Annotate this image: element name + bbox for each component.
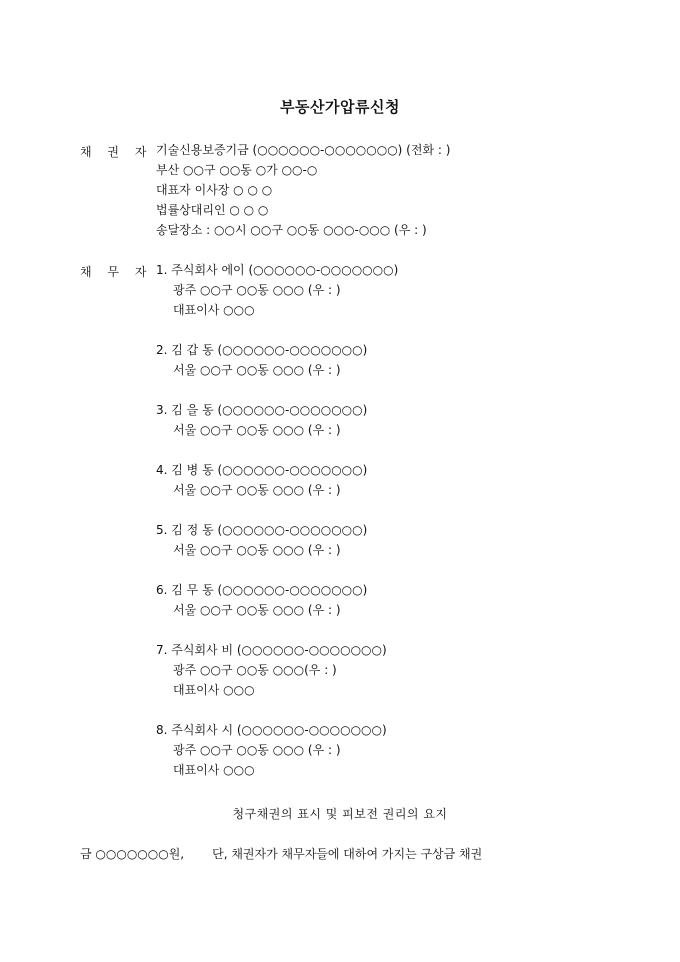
debtor-entry <box>156 520 398 560</box>
debtor-entry <box>156 640 398 700</box>
debtor-representative-line: 대표이사 ○○○ <box>173 683 255 697</box>
creditor-legal-agent-line: 법률상대리인 ○ ○ ○ <box>156 203 269 217</box>
debtor-address-line: 서울 ○○구 ○○동 ○○○ (우 : ) <box>173 543 341 557</box>
debtor-label: 채 무 자 <box>80 265 153 279</box>
creditor-address-line: 부산 ○○구 ○○동 ○가 ○○-○ <box>156 163 318 177</box>
debtor-entry <box>156 460 398 500</box>
claim-line <box>80 845 482 862</box>
debtor-representative-line: 대표이사 ○○○ <box>173 763 255 777</box>
debtor-entry <box>156 340 398 380</box>
debtor-name-line: 2. 김 갑 동 (○○○○○○-○○○○○○○) <box>156 343 368 357</box>
debtor-address-line: 서울 ○○구 ○○동 ○○○ (우 : ) <box>173 423 341 437</box>
debtor-name-line: 5. 김 정 동 (○○○○○○-○○○○○○○) <box>156 523 368 537</box>
debtor-address-line: 서울 ○○구 ○○동 ○○○ (우 : ) <box>173 603 341 617</box>
debtor-entry <box>156 580 398 620</box>
debtor-address-line: 광주 ○○구 ○○동 ○○○ (우 : ) <box>173 743 341 757</box>
debtor-entry <box>156 400 398 440</box>
creditor-representative-line: 대표자 이사장 ○ ○ ○ <box>156 183 273 197</box>
debtor-name-line: 6. 김 무 동 (○○○○○○-○○○○○○○) <box>156 583 368 597</box>
debtor-address-line: 광주 ○○구 ○○동 ○○○ (우 : ) <box>173 283 341 297</box>
debtor-name-line: 7. 주식회사 비 (○○○○○○-○○○○○○○) <box>156 643 387 657</box>
debtor-address-line: 서울 ○○구 ○○동 ○○○ (우 : ) <box>173 483 341 497</box>
creditor-service-address-line: 송달장소 : ○○시 ○○구 ○○동 ○○○-○○○ (우 : ) <box>156 223 427 237</box>
claim-amount: 금 ○○○○○○○원, <box>80 847 185 861</box>
debtor-name-line: 8. 주식회사 시 (○○○○○○-○○○○○○○) <box>156 723 387 737</box>
creditor-name-line: 기술신용보증기금 (○○○○○○-○○○○○○○) (전화 : ) <box>156 143 451 157</box>
debtor-block <box>156 260 398 800</box>
debtor-name-line: 3. 김 을 동 (○○○○○○-○○○○○○○) <box>156 403 368 417</box>
debtor-representative-line: 대표이사 ○○○ <box>173 303 255 317</box>
claim-note: 단, 채권자가 채무자들에 대하여 가지는 구상금 채권 <box>212 847 483 861</box>
debtor-entry <box>156 260 398 320</box>
creditor-block <box>156 140 450 240</box>
debtor-entry <box>156 720 398 780</box>
debtor-address-line: 광주 ○○구 ○○동 ○○○(우 : ) <box>173 663 337 677</box>
creditor-label: 채 권 자 <box>80 145 153 159</box>
debtor-name-line: 4. 김 병 동 (○○○○○○-○○○○○○○) <box>156 463 368 477</box>
document-title: 부동산가압류신청 <box>280 98 400 116</box>
debtor-address-line: 서울 ○○구 ○○동 ○○○ (우 : ) <box>173 363 341 377</box>
claim-heading: 청구채권의 표시 및 피보전 권리의 요지 <box>232 807 448 821</box>
debtor-name-line: 1. 주식회사 에이 (○○○○○○-○○○○○○○) <box>156 263 399 277</box>
